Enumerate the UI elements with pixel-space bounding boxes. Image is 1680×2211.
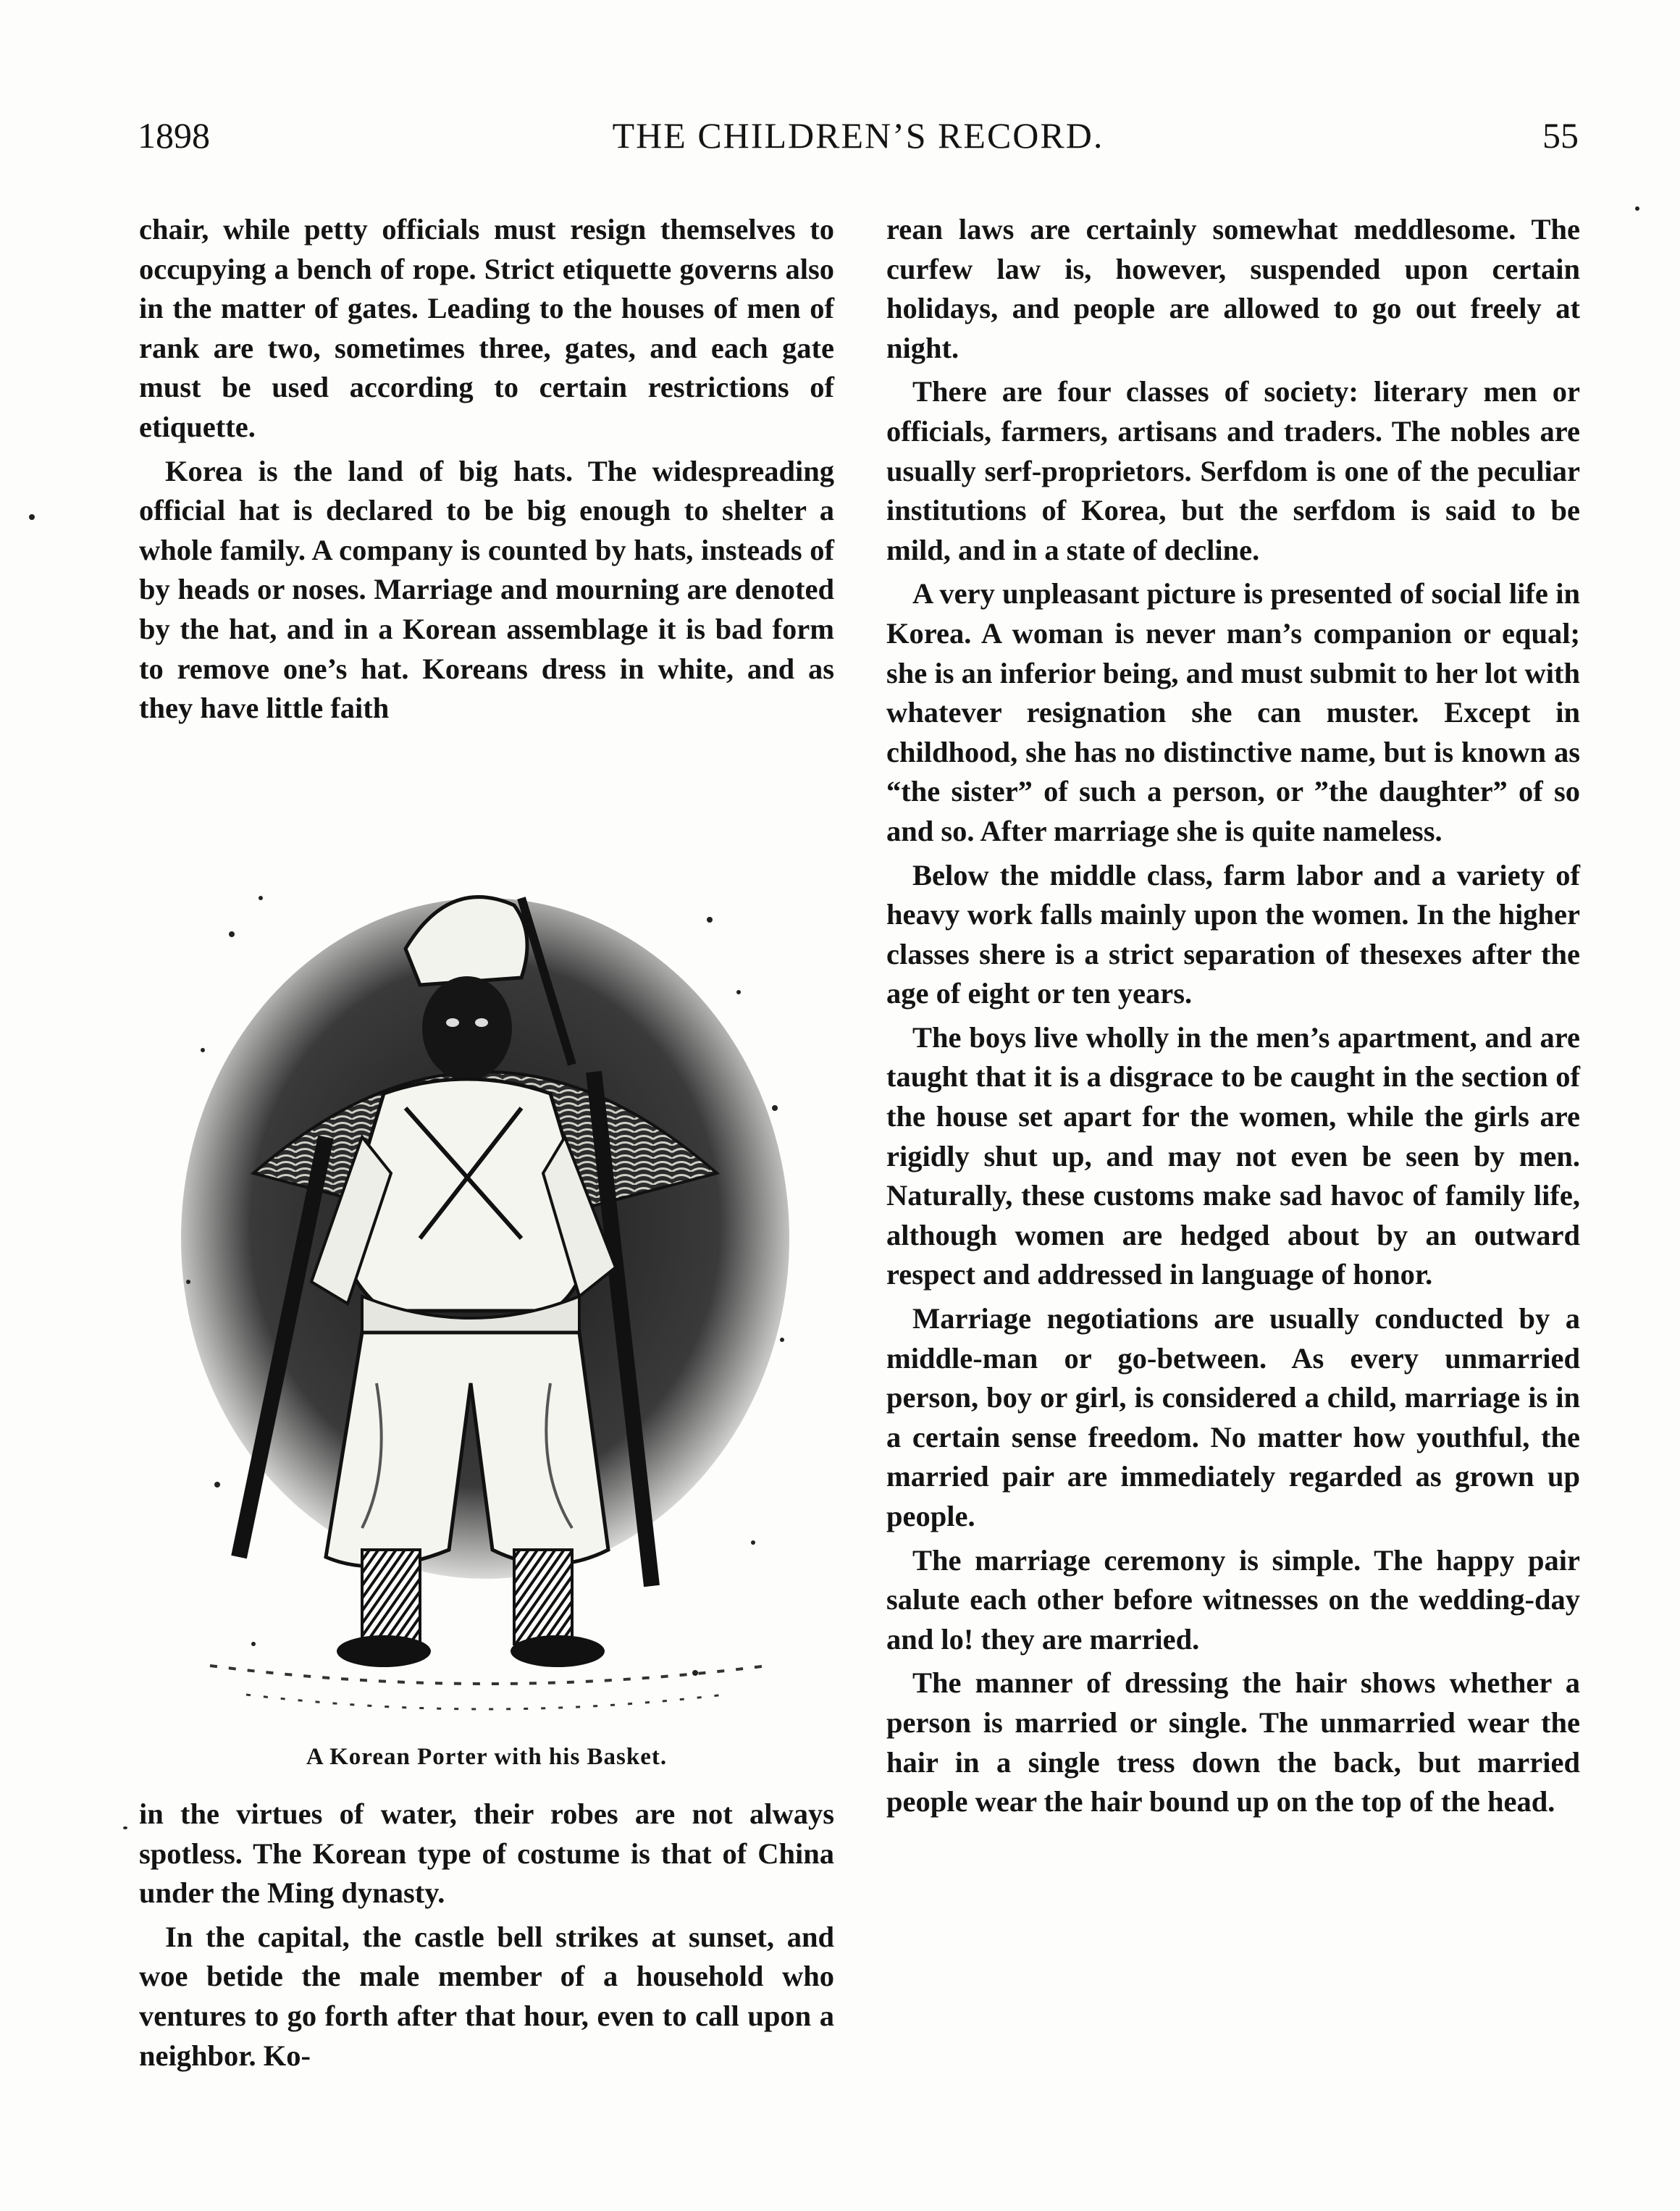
paragraph: A very unpleasant picture is presented of social life in Korea. A woman is never man’s companion or equal; she is an inferior being, and must submit to her lot with whatever resignation she can muster. Except in childhood, she has no distinctive name, but is known as “the sister” of such a person, or ”the daughter” of so and so. After marriage she is quite nameless. (886, 577, 1580, 847)
publication-title: THE CHILDREN’S RECORD. (612, 115, 1104, 156)
print-speck (1635, 206, 1639, 211)
porter-engraving (145, 833, 818, 1738)
page-header (138, 114, 1579, 165)
right-leg-wrap (514, 1550, 572, 1644)
paragraph: Marriage negotiations are usually conducted by a middle-man or go-between. As every unmarried person, boy or girl, is considered a child, marriage is in a certain sense freedom. No matter how youthful, the married pair are immediately regarded as grown up people. (886, 1302, 1580, 1532)
paragraph: There are four classes of society: literary men or officials, farmers, artisans and traders. The nobles are usually serf-proprietors. Serfdom is one of the peculiar institutions of Korea, but the serfdom is said to be mild, and in a state of decline. (886, 375, 1580, 566)
face (422, 976, 512, 1081)
paragraph: in the virtues of water, their robes are not always spotless. The Korean type of costume is that of China under the Ming dynasty. (139, 1797, 834, 1910)
page-number: 55 (1542, 115, 1579, 156)
left-shoe (337, 1635, 431, 1667)
print-speck (123, 1826, 127, 1829)
right-shoe (511, 1635, 605, 1667)
print-speck (29, 514, 35, 520)
korean-porter-illustration (145, 833, 818, 1767)
paragraph: Korea is the land of big hats. The widespreading official hat is declared to be big enough to shelter a whole family. A company is counted by hats, insteads of by heads or noses. Marriage and mourning are denoted by the hat, and in a Korean assemblage it is bad form to remove one’s hat. Koreans dress in white, and as they have little faith (139, 454, 834, 725)
paragraph: The manner of dressing the hair shows whether a person is married or single. The unmarried wear the hair in a single tress down the back, but married people wear the hair bound up on the top of the head. (886, 1666, 1580, 1818)
ground (210, 1666, 768, 1684)
header-year: 1898 (138, 115, 210, 156)
paragraph: Below the middle class, farm labor and a variety of heavy work falls mainly upon the women. In the higher classes shere is a strict separation of thesexes after the age of eight or ten years. (886, 858, 1580, 1010)
right-column (886, 210, 1580, 1822)
paragraph: rean laws are certainly somewhat meddlesome. The curfew law is, however, suspended upon certain holidays, and people are allowed to go out freely at night. (886, 213, 1580, 364)
paragraph: The marriage ceremony is simple. The happy pair salute each other before witnesses on the wedding-day and lo! they are married. (886, 1543, 1580, 1656)
paragraph: The boys live wholly in the men’s apartment, and are taught that it is a disgrace to be caught in the section of the house set apart for the women, while the girls are rigidly shut up, and may not even be seen by men. Naturally, these customs make sad havoc of family life, although women are hedged about by an outward respect and addressed in language of honor. (886, 1020, 1580, 1291)
left-column-upper (139, 210, 834, 729)
left-leg-wrap (362, 1550, 420, 1644)
paragraph: chair, while petty officials must resign themselves to occupying a bench of rope. Strict etiquette governs also in the matter of gates. Leading to the houses of men of rank are two, sometimes three, gates, and each gate must be used according to certain restrictions of etiquette. (139, 213, 834, 443)
figure-caption: A Korean Porter with his Basket. (306, 1744, 668, 1770)
paragraph: In the capital, the castle bell strikes at sunset, and woe betide the male member of a household who ventures to go forth after that hour, even to call upon a neighbor. Ko- (139, 1920, 834, 2072)
left-column-lower (139, 1795, 834, 2076)
